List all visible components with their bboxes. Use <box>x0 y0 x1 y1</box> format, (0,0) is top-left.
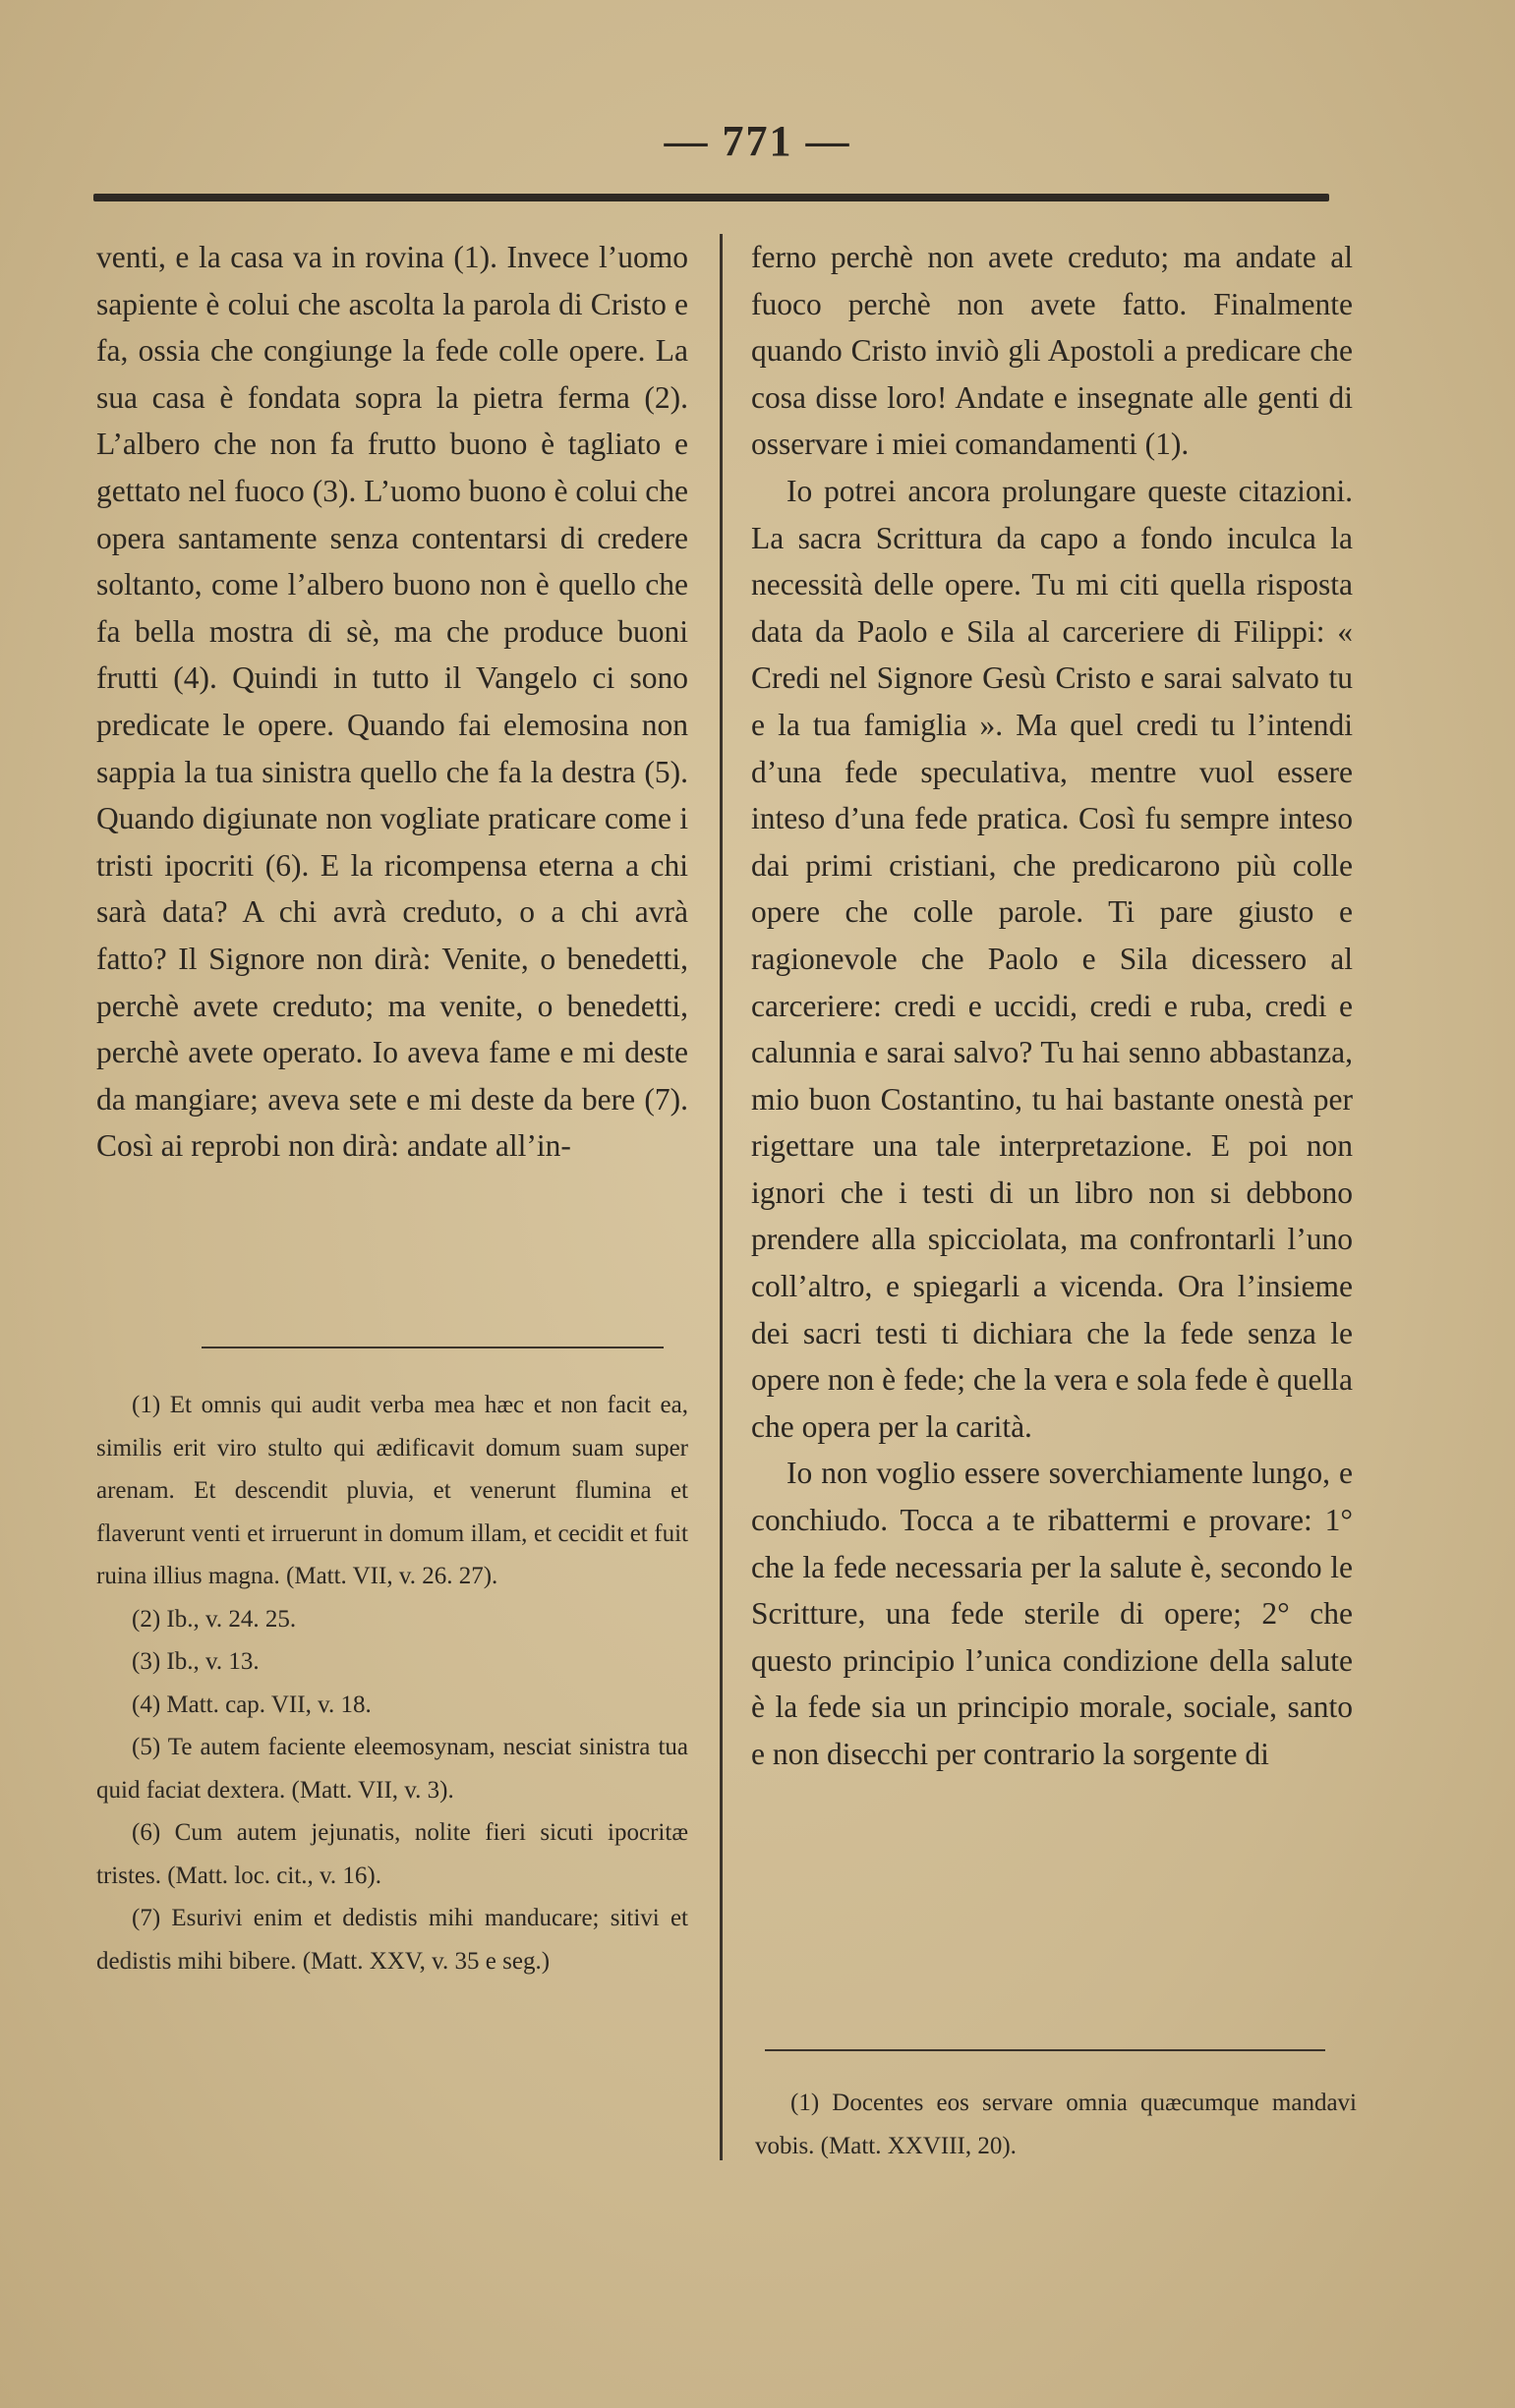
right-paragraph-1: ferno perchè non avete creduto; ma andate al fuoco perchè non avete fatto. Finalmente quando Cristo inviò gli Apostoli a predicare che cosa disse loro! Andate e insegnate alle genti di osservare i miei comandamenti (1). <box>751 240 1353 462</box>
right-paragraph-2: Io potrei ancora prolungare queste citazioni. La sacra Scrittura da capo a fondo inculca la necessità delle opere. Tu mi citi quella risposta data da Paolo e Sila al carceriere di Filippi: « Credi nel Signore Gesù Cristo e sarai salvato tu e la tua famiglia ». Ma quel credi tu l’intendi d’una fede speculativa, mentre vuol essere inteso d’una fede pratica. Così fu sempre inteso dai primi cristiani, che predicarono più colle opere che colle parole. Ti pare giusto e ragionevole che Paolo e Sila dicessero al carceriere: credi e uccidi, credi e ruba, credi e calunnia e sarai salvo? Tu hai senno abbastanza, mio buon Costantino, tu hai bastante onestà per rigettare una tale interpretazione. E poi non ignori che i testi di un libro non si debbono prendere alla spicciolata, ma confrontarli l’uno coll’altro, e spiegarli a vicenda. Ora l’insieme dei sacri testi ti dichiara che la fede senza le opere non è fede; che la vera e sola fede è quella che opera per la carità. <box>751 473 1353 1444</box>
right-footnote-rule <box>765 2049 1325 2051</box>
right-paragraph-3: Io non voglio essere soverchiamente lungo, e conchiudo. Tocca a te ribattermi e provare: 1° che la fede necessaria per la salute è, secondo le Scritture, una fede sterile di opere; 2° che questo principio l’unica condizione della salute è la fede sia un principio morale, sociale, santo e non disecchi per contrario la sorgente di <box>751 1456 1353 1771</box>
footnote-1: (1) Et omnis qui audit verba mea hæc et non facit ea, similis erit viro stulto qui ædificavit domum suam super arenam. Et descendit pluvia, et venerunt flumina et flaverunt venti et irruerunt in domum illam, et cecidit et fuit ruina illius magna. (Matt. VII, v. 26. 27). <box>96 1392 688 1589</box>
footnote-6: (6) Cum autem jejunatis, nolite fieri sicuti ipocritæ tristes. (Matt. loc. cit., v. 16). <box>96 1819 688 1889</box>
footnote-5: (5) Te autem faciente eleemosynam, nesciat sinistra tua quid faciat dextera. (Matt. VII, v. 3). <box>96 1734 688 1804</box>
footnote-2: (2) Ib., v. 24. 25. <box>132 1605 297 1633</box>
footnote-4: (4) Matt. cap. VII, v. 18. <box>132 1691 372 1718</box>
right-footnotes <box>755 2082 1357 2167</box>
header-rule <box>93 194 1329 201</box>
column-divider <box>720 234 723 2160</box>
page-number: — 771 — <box>664 117 851 165</box>
footnote-3: (3) Ib., v. 13. <box>132 1648 260 1675</box>
left-paragraph-1: venti, e la casa va in rovina (1). Invece l’uomo sapiente è colui che ascolta la parola di Cristo e fa, ossia che congiunge la fede colle opere. La sua casa è fondata sopra la pietra ferma (2). L’albero che non fa frutto buono è tagliato e gettato nel fuoco (3). L’uomo buono è colui che opera santamente senza contentarsi di credere soltanto, come l’albero buono non è quello che fa bella mostra di sè, ma che produce buoni frutti (4). Quindi in tutto il Vangelo ci sono predicate le opere. Quando fai elemosina non sappia la tua sinistra quello che fa la destra (5). Quando digiunate non vogliate praticare come i tristi ipocriti (6). E la ricompensa eterna a chi sarà data? A chi avrà creduto, o a chi avrà fatto? Il Signore non dirà: Venite, o benedetti, perchè avete creduto; ma venite, o benedetti, perchè avete operato. Io aveva fame e mi deste da mangiare; aveva sete e mi deste da bere (7). Così ai reprobi non dirà: andate all’in- <box>96 240 688 1164</box>
footnote-right-1: (1) Docentes eos servare omnia quæcumque mandavi vobis. (Matt. XXVIII, 20). <box>755 2090 1357 2159</box>
left-footnote-rule <box>202 1347 664 1348</box>
left-column <box>96 234 688 1170</box>
right-column <box>751 234 1353 1778</box>
left-footnotes <box>96 1384 688 1982</box>
footnote-7: (7) Esurivi enim et dedistis mihi manducare; sitivi et dedistis mihi bibere. (Matt. XXV, v. 35 e seg.) <box>96 1905 688 1975</box>
